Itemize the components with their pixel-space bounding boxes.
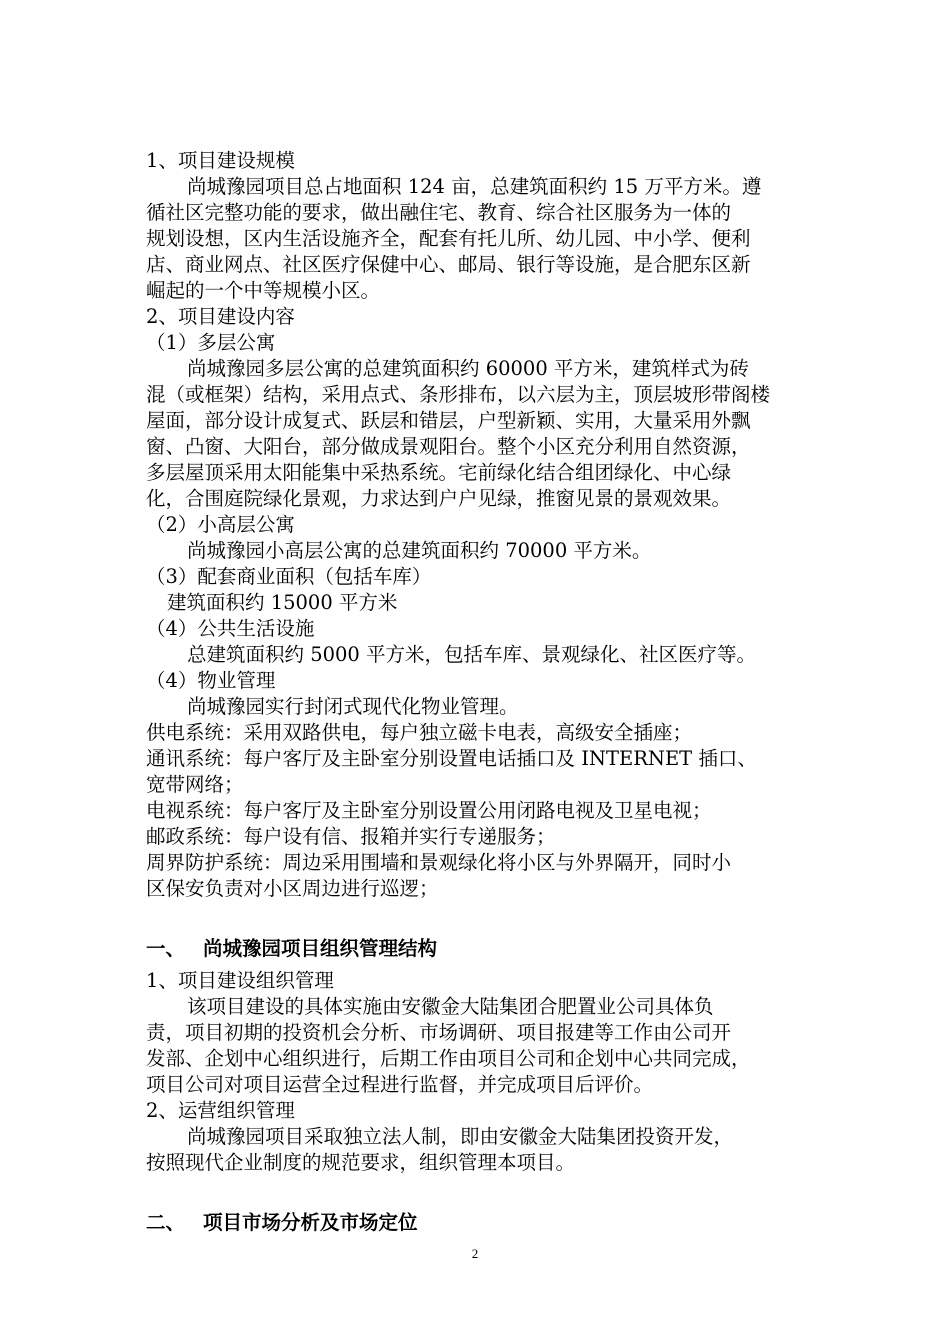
text-line: 邮政系统：每户设有信、报箱并实行专递服务； [146, 825, 556, 848]
text-line: 宽带网络； [146, 773, 244, 796]
text-line: （4）公共生活设施 [146, 617, 315, 640]
text-line: 尚城豫园项目采取独立法人制，即由安徽金大陆集团投资开发， [187, 1125, 734, 1148]
text-line: 区保安负责对小区周边进行巡逻； [146, 877, 439, 900]
text-line: 该项目建设的具体实施由安徽金大陆集团合肥置业公司具体负 [187, 995, 714, 1018]
text-line: （4）物业管理 [146, 669, 276, 692]
text-line: 项目公司对项目运营全过程进行监督，并完成项目后评价。 [146, 1073, 654, 1096]
text-line: 发部、企划中心组织进行，后期工作由项目公司和企划中心共同完成， [146, 1047, 751, 1070]
text-line: 责，项目初期的投资机会分析、市场调研、项目报建等工作由公司开 [146, 1021, 732, 1044]
text-line: 1、项目建设组织管理 [146, 969, 334, 992]
text-line: 尚城豫园实行封闭式现代化物业管理。 [187, 695, 519, 718]
text-line: （2）小高层公寓 [146, 513, 295, 536]
text-line: 屋面，部分设计成复式、跃层和错层，户型新颖、实用，大量采用外飘 [146, 409, 751, 432]
document-body [146, 148, 810, 1242]
text-line: （3）配套商业面积（包括车库） [146, 565, 432, 588]
text-line: 供电系统：采用双路供电，每户独立磁卡电表，高级安全插座； [146, 721, 693, 744]
text-line: 店、商业网点、社区医疗保健中心、邮局、银行等设施，是合肥东区新 [146, 253, 751, 276]
text-line: 通讯系统：每户客厅及主卧室分别设置电话插口及 INTERNET 插口、 [146, 747, 757, 770]
text-line: 尚城豫园项目总占地面积 124 亩，总建筑面积约 15 万平方米。遵 [187, 175, 762, 198]
section-title: 项目市场分析及市场定位 [203, 1211, 418, 1234]
text-line: 周界防护系统：周边采用围墙和景观绿化将小区与外界隔开，同时小 [146, 851, 732, 874]
text-line: 尚城豫园小高层公寓的总建筑面积约 70000 平方米。 [187, 539, 652, 562]
section-heading [146, 936, 810, 962]
text-line: 崛起的一个中等规模小区。 [146, 279, 381, 302]
text-line: 2、运营组织管理 [146, 1099, 295, 1122]
text-line: 多层屋顶采用太阳能集中采热系统。宅前绿化结合组团绿化、中心绿 [146, 461, 732, 484]
text-line: 按照现代企业制度的规范要求，组织管理本项目。 [146, 1151, 576, 1174]
text-line: 窗、凸窗、大阳台，部分做成景观阳台。整个小区充分利用自然资源， [146, 435, 751, 458]
text-line: 建筑面积约 15000 平方米 [167, 591, 398, 614]
text-line: 化，合围庭院绿化景观，力求达到户户见绿，推窗见景的景观效果。 [146, 487, 732, 510]
text-line: 总建筑面积约 5000 平方米，包括车库、景观绿化、社区医疗等。 [187, 643, 757, 666]
text-line: 循社区完整功能的要求，做出融住宅、教育、综合社区服务为一体的 [146, 201, 732, 224]
page-number: 2 [471, 1246, 479, 1261]
section-heading [146, 1210, 810, 1236]
text-line: 2、项目建设内容 [146, 305, 295, 328]
text-line: 混（或框架）结构，采用点式、条形排布，以六层为主，顶层坡形带阁楼 [146, 383, 771, 406]
section-number: 一、 [146, 937, 186, 960]
text-line: （1）多层公寓 [146, 331, 276, 354]
section-number: 二、 [146, 1211, 186, 1234]
text-line: 规划设想，区内生活设施齐全，配套有托儿所、幼儿园、中小学、便利 [146, 227, 751, 250]
text-line: 1、项目建设规模 [146, 149, 295, 172]
section-title: 尚城豫园项目组织管理结构 [203, 937, 438, 960]
text-line: 电视系统：每户客厅及主卧室分别设置公用闭路电视及卫星电视； [146, 799, 712, 822]
text-line: 尚城豫园多层公寓的总建筑面积约 60000 平方米，建筑样式为砖 [187, 357, 749, 380]
